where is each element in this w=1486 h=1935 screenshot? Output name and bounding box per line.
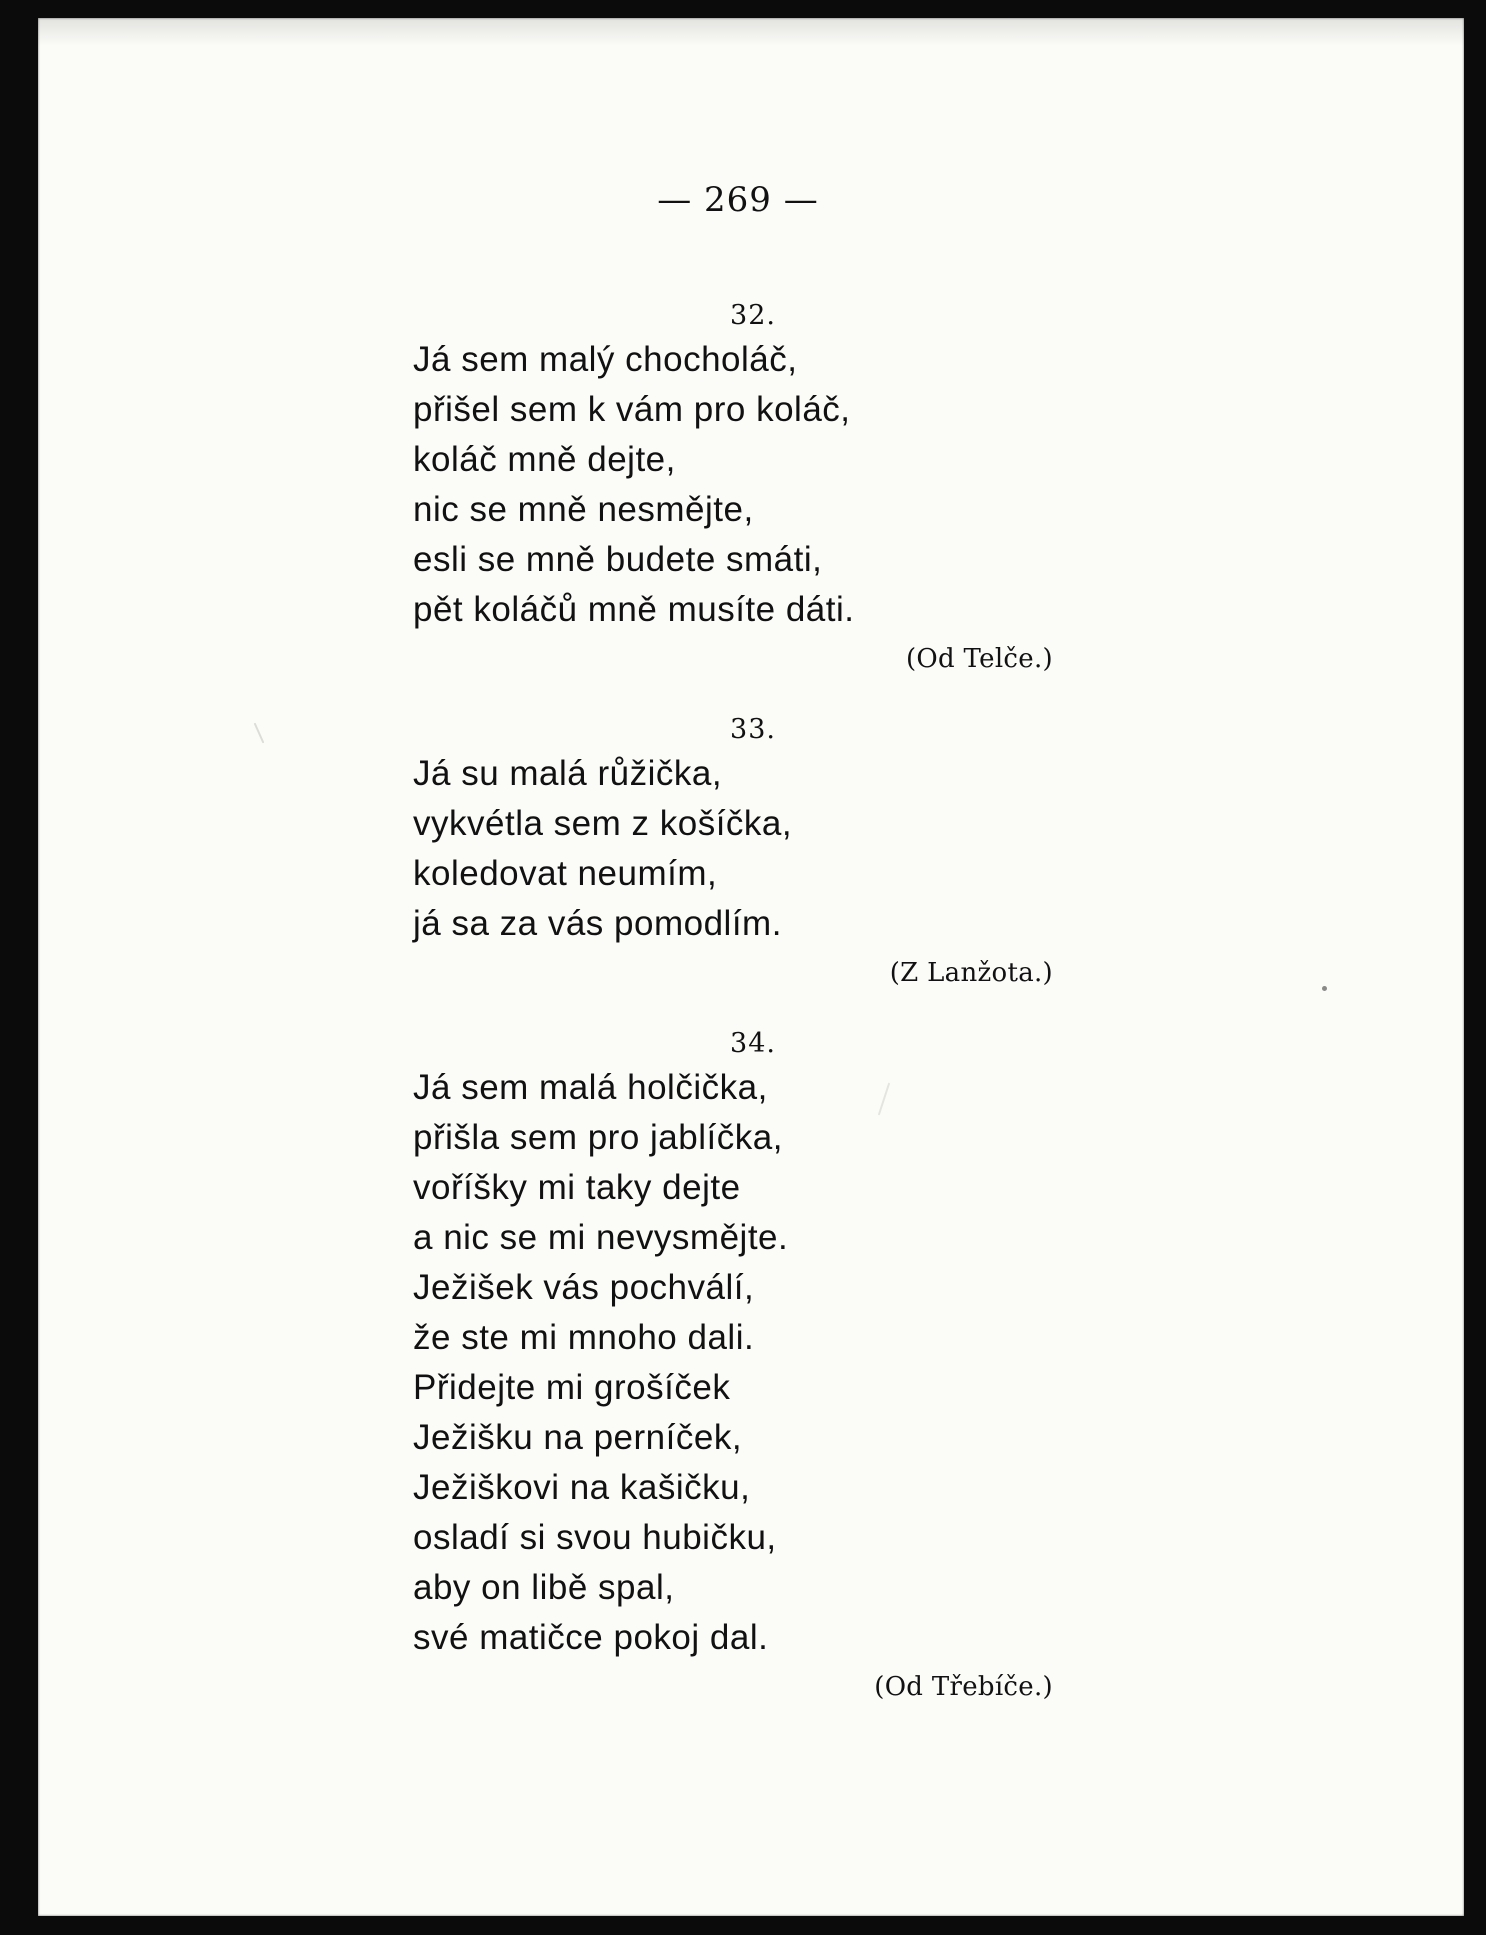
scan-speck bbox=[1322, 986, 1327, 991]
poem-line: Ježišek vás pochválí, bbox=[413, 1268, 755, 1307]
poem-line: přišel sem k vám pro koláč, bbox=[413, 390, 851, 429]
poem-line: přišla sem pro jablíčka, bbox=[413, 1118, 783, 1157]
page-number: — 269 — bbox=[657, 180, 819, 220]
poem-line: vykvétla sem z košíčka, bbox=[413, 804, 793, 843]
poem-source: (Od Třebíče.) bbox=[874, 1672, 1053, 1702]
poem-line: Já sem malý chocholáč, bbox=[413, 340, 798, 379]
poem-line: já sa za vás pomodlím. bbox=[413, 904, 782, 943]
poem-line: pět koláčů mně musíte dáti. bbox=[413, 590, 855, 629]
poem-line: osladí si svou hubičku, bbox=[413, 1518, 777, 1557]
poem-line: své matičce pokoj dal. bbox=[413, 1618, 769, 1657]
poem-line: Ježiškovi na kašičku, bbox=[413, 1468, 751, 1507]
poem-line: Já sem malá holčička, bbox=[413, 1068, 768, 1107]
poem-number: 34. bbox=[730, 1028, 776, 1059]
poem-line: aby on libě spal, bbox=[413, 1568, 675, 1607]
poem-line: koledovat neumím, bbox=[413, 854, 718, 893]
poem-line: Ježišku na perníček, bbox=[413, 1418, 743, 1457]
poem-34 bbox=[413, 1028, 1053, 1718]
poem-number: 33. bbox=[730, 714, 776, 745]
poem-line: a nic se mi nevysmějte. bbox=[413, 1218, 789, 1257]
scan-speck bbox=[254, 723, 265, 744]
poem-33 bbox=[413, 714, 1053, 999]
poem-line: koláč mně dejte, bbox=[413, 440, 676, 479]
poem-line: nic se mně nesmějte, bbox=[413, 490, 754, 529]
poem-source: (Z Lanžota.) bbox=[889, 958, 1053, 988]
poem-line: Přidejte mi grošíček bbox=[413, 1368, 731, 1407]
poem-32 bbox=[413, 300, 1053, 690]
poem-line: voříšky mi taky dejte bbox=[413, 1168, 741, 1207]
poem-line: Já su malá růžička, bbox=[413, 754, 723, 793]
poem-number: 32. bbox=[730, 300, 776, 331]
poem-line: že ste mi mnoho dali. bbox=[413, 1318, 755, 1357]
poem-line: esli se mně budete smáti, bbox=[413, 540, 823, 579]
book-page bbox=[38, 18, 1464, 1916]
poem-source: (Od Telče.) bbox=[905, 644, 1053, 674]
